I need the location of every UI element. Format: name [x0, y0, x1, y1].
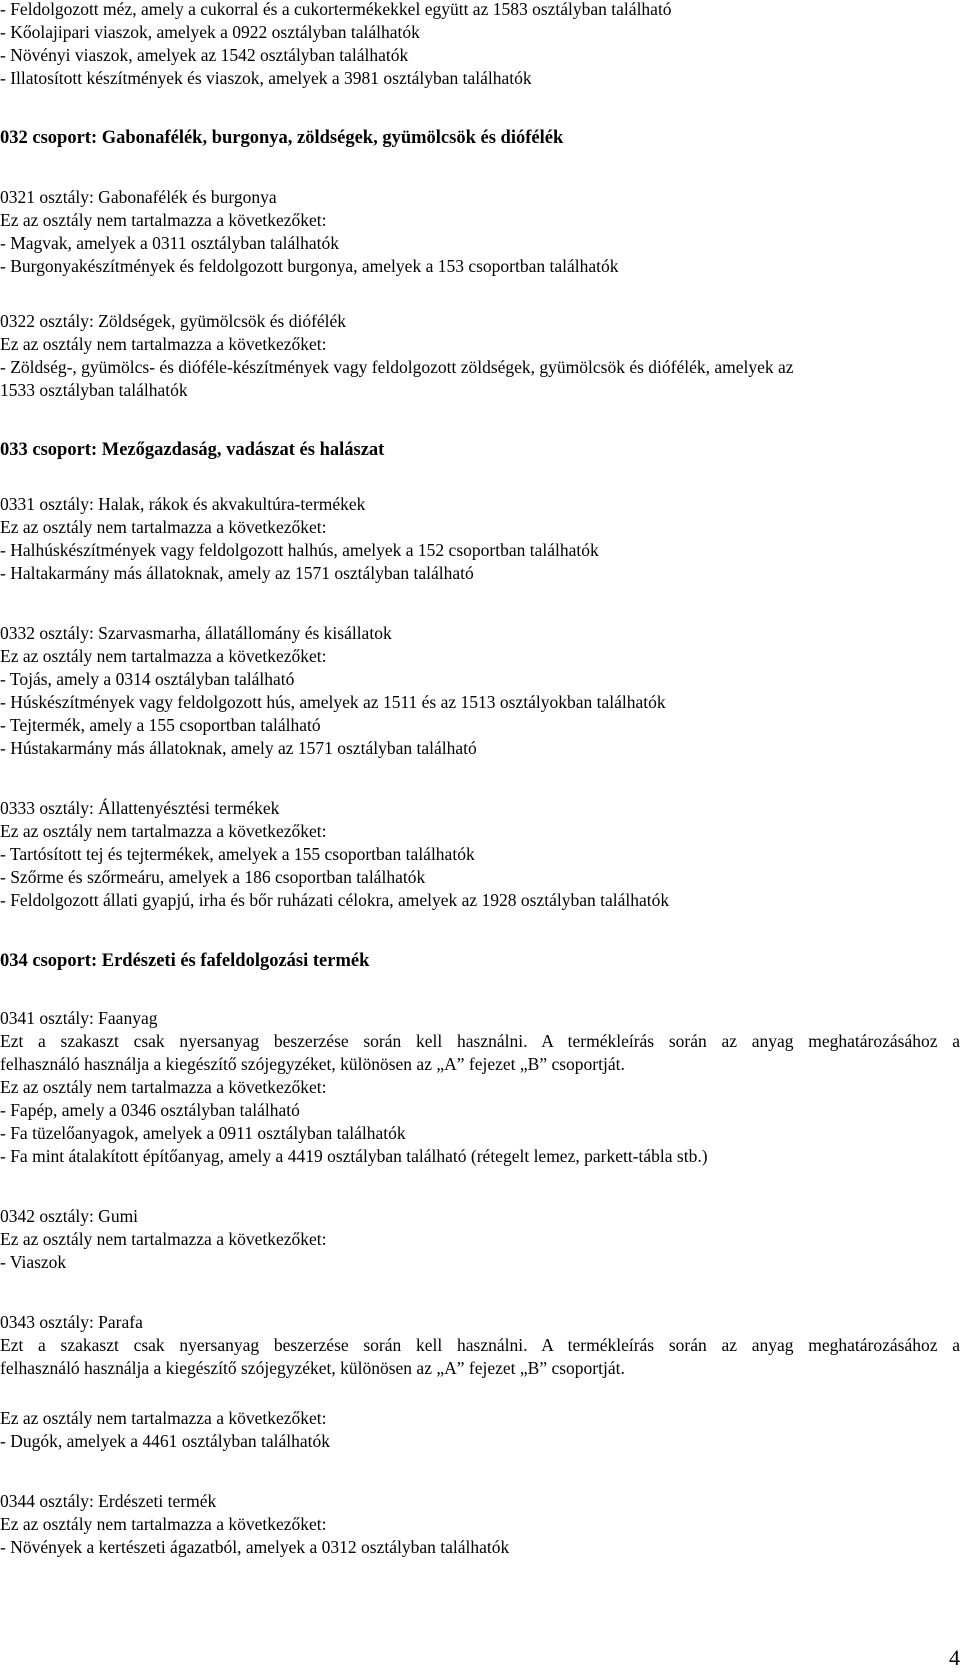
text-line: - Zöldség-, gyümölcs- és dióféle-készítmények vagy feldolgozott zöldségek, gyümölcsök és diófélék, amelyek az — [0, 357, 794, 377]
page-number: 4 — [949, 1645, 960, 1670]
text-line: - Szőrme és szőrmeáru, amelyek a 186 csoportban találhatók — [0, 867, 426, 887]
text-line: - Tartósított tej és tejtermékek, amelyek a 155 csoportban találhatók — [0, 844, 475, 864]
text-line: - Fa tüzelőanyagok, amelyek a 0911 osztályban találhatók — [0, 1123, 406, 1143]
class-heading: 0341 osztály: Faanyag — [0, 1008, 158, 1028]
text-line: Ez az osztály nem tartalmazza a következőket: — [0, 1229, 327, 1249]
text-line: Ezt a szakaszt csak nyersanyag beszerzése során kell használni. A termékleírás során az anyag meghatározásához a — [0, 1031, 960, 1051]
text-line: - Feldolgozott állati gyapjú, irha és bőr ruházati célokra, amelyek az 1928 osztályban találhatók — [0, 890, 670, 910]
class-heading: 0321 osztály: Gabonafélék és burgonya — [0, 187, 277, 207]
group-heading: 033 csoport: Mezőgazdaság, vadászat és halászat — [0, 440, 385, 460]
text-line: - Haltakarmány más állatoknak, amely az 1571 osztályban található — [0, 563, 474, 583]
text-line: felhasználó használja a kiegészítő szójegyzéket, különösen az „A” fejezet „B” csoportját. — [0, 1358, 625, 1378]
text-line: - Viaszok — [0, 1252, 67, 1272]
text-line: - Illatosított készítmények és viaszok, amelyek a 3981 osztályban találhatók — [0, 68, 532, 88]
text-line: - Hústakarmány más állatoknak, amely az 1571 osztályban található — [0, 738, 477, 758]
class-heading: 0322 osztály: Zöldségek, gyümölcsök és diófélék — [0, 311, 347, 331]
class-heading: 0333 osztály: Állattenyésztési termékek — [0, 798, 280, 818]
class-heading: 0332 osztály: Szarvasmarha, állatállomány és kisállatok — [0, 623, 392, 643]
text-line: Ez az osztály nem tartalmazza a következőket: — [0, 1408, 327, 1428]
text-line: Ez az osztály nem tartalmazza a következőket: — [0, 210, 327, 230]
text-line: - Feldolgozott méz, amely a cukorral és a cukortermékekkel együtt az 1583 osztályban található — [0, 0, 672, 19]
group-heading: 034 csoport: Erdészeti és fafeldolgozási termék — [0, 951, 370, 971]
text-line: Ezt a szakaszt csak nyersanyag beszerzése során kell használni. A termékleírás során az anyag meghatározásához a — [0, 1335, 960, 1355]
text-line: - Fapép, amely a 0346 osztályban található — [0, 1100, 300, 1120]
text-line: Ez az osztály nem tartalmazza a következőket: — [0, 334, 327, 354]
text-line: felhasználó használja a kiegészítő szójegyzéket, különösen az „A” fejezet „B” csoportját. — [0, 1054, 625, 1074]
text-line: - Tojás, amely a 0314 osztályban található — [0, 669, 295, 689]
text-line: - Burgonyakészítmények és feldolgozott burgonya, amelyek a 153 csoportban találhatók — [0, 256, 619, 276]
text-line: Ez az osztály nem tartalmazza a következőket: — [0, 821, 327, 841]
text-line: Ez az osztály nem tartalmazza a következőket: — [0, 517, 327, 537]
text-line: 1533 osztályban találhatók — [0, 380, 188, 400]
class-heading: 0331 osztály: Halak, rákok és akvakultúra-termékek — [0, 494, 366, 514]
text-line: - Növényi viaszok, amelyek az 1542 osztályban találhatók — [0, 45, 409, 65]
text-line: - Dugók, amelyek a 4461 osztályban találhatók — [0, 1431, 330, 1451]
text-line: - Halhúskészítmények vagy feldolgozott halhús, amelyek a 152 csoportban találhatók — [0, 540, 599, 560]
text-line: - Növények a kertészeti ágazatból, amelyek a 0312 osztályban találhatók — [0, 1537, 510, 1557]
text-line: Ez az osztály nem tartalmazza a következőket: — [0, 646, 327, 666]
text-line: - Kőolajipari viaszok, amelyek a 0922 osztályban találhatók — [0, 22, 420, 42]
class-heading: 0342 osztály: Gumi — [0, 1206, 139, 1226]
text-line: - Fa mint átalakított építőanyag, amely a 4419 osztályban található (rétegelt lemez, parkett-tábla stb.) — [0, 1146, 708, 1166]
text-line: - Húskészítmények vagy feldolgozott hús, amelyek az 1511 és az 1513 osztályokban találhatók — [0, 692, 666, 712]
class-heading: 0343 osztály: Parafa — [0, 1312, 143, 1332]
text-line: - Tejtermék, amely a 155 csoportban található — [0, 715, 321, 735]
text-line: - Magvak, amelyek a 0311 osztályban találhatók — [0, 233, 340, 253]
text-line: Ez az osztály nem tartalmazza a következőket: — [0, 1077, 327, 1097]
text-line: Ez az osztály nem tartalmazza a következőket: — [0, 1514, 327, 1534]
group-heading: 032 csoport: Gabonafélék, burgonya, zöldségek, gyümölcsök és diófélék — [0, 128, 564, 148]
class-heading: 0344 osztály: Erdészeti termék — [0, 1491, 217, 1511]
